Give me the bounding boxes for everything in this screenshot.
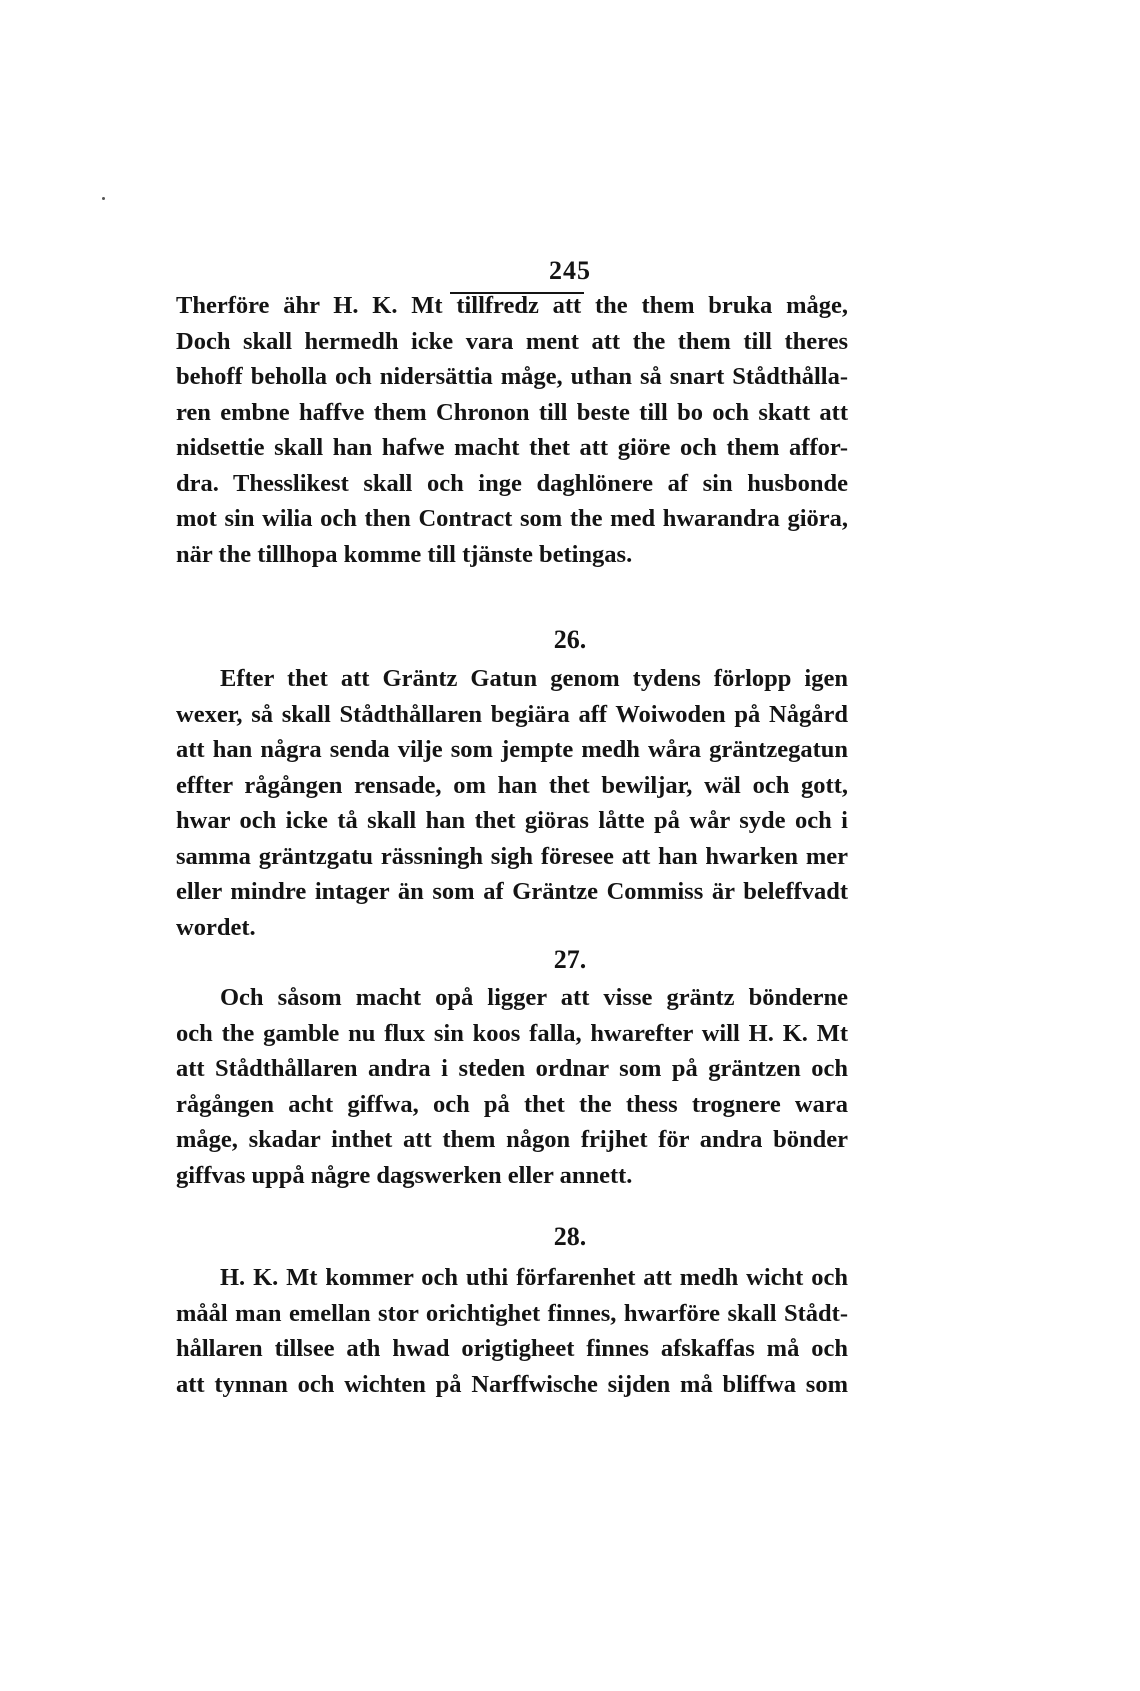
text-line: Och såsom macht opå ligger att visse gräntz bönderne [220, 984, 848, 1011]
text-line: när the tillhopa komme till tjänste betingas. [176, 540, 633, 568]
text-line: hwar och icke tå skall han thet giöras låtte på wår syde och i [176, 807, 848, 834]
text-line: dra. Thesslikest skall och inge daghlönere af sin husbonde [176, 469, 848, 497]
page-number: 245 [549, 256, 591, 285]
text-line: mot sin wilia och then Contract som the med hwarandra giöra, [176, 505, 848, 532]
text-line: H. K. Mt kommer och uthi förfarenhet att medh wicht och [220, 1264, 848, 1291]
text-line: wexer, så skall Stådthållaren begiära aff Woiwoden på Någård [176, 700, 848, 728]
text-line: att Stådthållaren andra i steden ordnar som på gräntzen och [176, 1055, 848, 1082]
text-line: eller mindre intager än som af Gräntze Commiss är beleffvadt [176, 878, 848, 905]
text-line: måge, skadar inthet att them någon frijhet för andra bönder [176, 1126, 848, 1153]
text-line: hållaren tillsee ath hwad origtigheet finnes afskaffas må och [176, 1335, 848, 1362]
section-number-26: 26. [553, 625, 587, 654]
text-line: Efter thet att Gräntz Gatun genom tydens förlopp igen [220, 665, 848, 692]
text-line: giffvas uppå någre dagswerken eller annett. [176, 1161, 633, 1189]
text-line: rågången acht giffwa, och på thet the thess trognere wara [176, 1090, 848, 1118]
text-line: Doch skall hermedh icke vara ment att the them till theres [176, 327, 848, 355]
text-line: samma gräntzgatu rässningh sigh föresee att han hwarken mer [176, 842, 848, 870]
text-line: Therföre ähr H. K. Mt tillfredz att the them bruka måge, [176, 292, 848, 319]
text-line: effter rågången rensade, om han thet bewiljar, wäl och gott, [176, 771, 848, 799]
section-28-paragraph [176, 1260, 848, 1402]
text-line: wordet. [176, 913, 256, 941]
text-line: och the gamble nu flux sin koos falla, hwarefter will H. K. Mt [176, 1019, 848, 1047]
text-line: ren embne haffve them Chronon till beste till bo och skatt att [176, 398, 848, 426]
intro-paragraph [176, 288, 848, 572]
section-27-paragraph [176, 980, 848, 1193]
text-line: måål man emellan stor orichtighet finnes, hwarföre skall Stådt- [176, 1299, 848, 1327]
print-speck [102, 197, 105, 200]
section-26-paragraph [176, 661, 848, 945]
text-line: att tynnan och wichten på Narffwische sijden må bliffwa som [176, 1370, 848, 1398]
text-line: behoff beholla och nidersättia måge, uthan så snart Stådthålla- [176, 363, 848, 390]
section-number-28: 28. [553, 1222, 587, 1251]
text-line: att han några senda vilje som jempte medh wåra gräntzegatun [176, 736, 848, 763]
section-number-27: 27. [553, 945, 587, 974]
text-line: nidsettie skall han hafwe macht thet att giöre och them affor- [176, 434, 848, 461]
